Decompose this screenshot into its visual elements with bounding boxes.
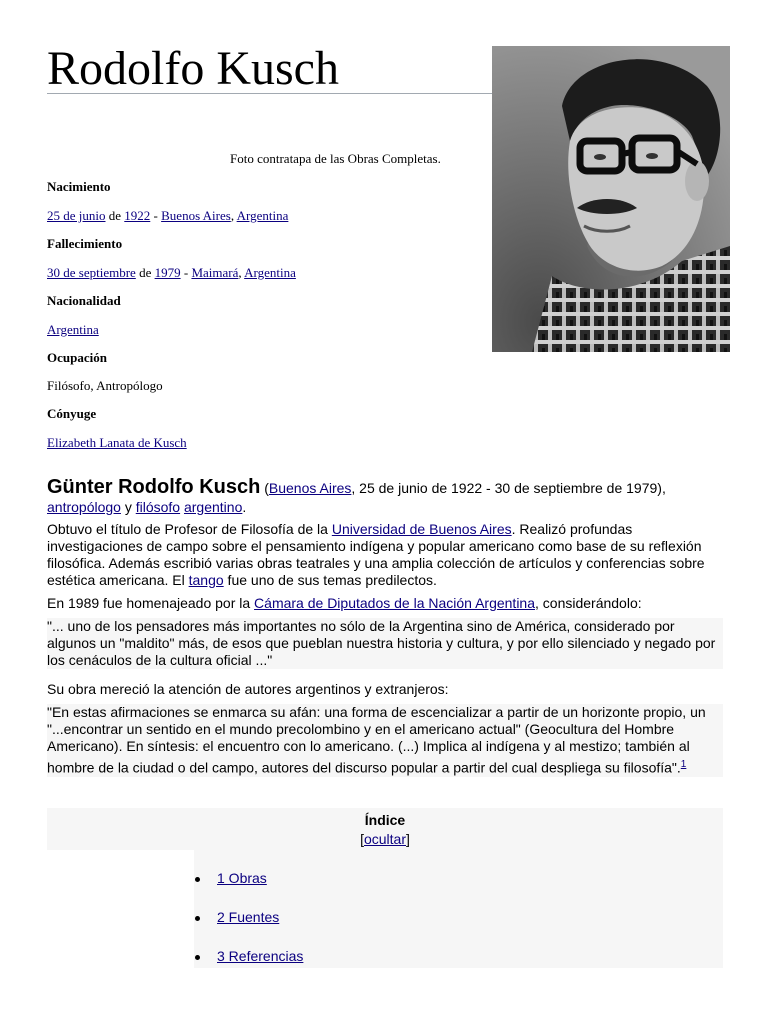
link-fallecimiento-country[interactable]: Argentina [244,265,296,280]
infobox-label-fallecimiento: Fallecimiento [47,236,123,251]
text: ] [406,831,410,847]
infobox-value-fallecimiento [47,265,296,281]
text: , considerándolo: [535,595,642,611]
link-tango[interactable]: tango [188,572,224,588]
bullet-icon [195,877,200,882]
text-sep: - [150,208,162,223]
toc-toggle [47,831,723,848]
link-nacimiento-year[interactable]: 1922 [124,208,151,223]
text: fue uno de sus temas predilectos. [223,572,437,588]
toc-title: Índice [364,812,406,828]
link-nacimiento-day[interactable]: 25 de junio [47,208,106,223]
text-de: de [105,208,125,223]
link-nacionalidad[interactable]: Argentina [47,322,99,337]
portrait-photo [492,46,730,352]
photo-caption: Foto contratapa de las Obras Completas. [230,151,441,166]
text-de: de [135,265,155,280]
ref-link-1[interactable]: 1 [680,759,687,770]
text: En 1989 fue homenajeado por la [47,595,255,611]
toc-item-obras[interactable]: 1 Obras [217,870,267,886]
page-title: Rodolfo Kusch [47,42,339,95]
lead-paragraph [47,478,723,517]
bullet-icon [195,916,200,921]
link-conyuge[interactable]: Elizabeth Lanata de Kusch [47,435,187,450]
text: ( [260,480,269,496]
paragraph-homage [47,595,723,612]
link-fallecimiento-city[interactable]: Maimará [191,265,239,280]
link-uba[interactable]: Universidad de Buenos Aires [331,521,512,537]
text: y [120,499,136,515]
link-camara-diputados[interactable]: Cámara de Diputados de la Nación Argentina [254,595,535,611]
title-divider [47,93,492,94]
infobox-label-nacionalidad: Nacionalidad [47,293,121,308]
infobox-value-conyuge [47,435,187,451]
text: [ [360,831,364,847]
bullet-icon [195,955,200,960]
infobox-label-ocupacion: Ocupación [47,350,107,365]
link-fallecimiento-year[interactable]: 1979 [154,265,181,280]
text: . Realizó profundas investigaciones de campo sobre el pensamiento indígena y popular americano como base de su reflexión filosófica. Además escribió varias obras teatrales y una amplia colección de artículos y conferencias sobre estética americana. El [47,521,705,588]
infobox-value-nacimiento [47,208,288,224]
paragraph-attention: Su obra mereció la atención de autores argentinos y extranjeros: [47,681,449,697]
quote-geocultura [47,704,723,777]
link-lead-city[interactable]: Buenos Aires [268,480,352,496]
toc-hide-link[interactable]: ocultar [363,831,407,847]
quote-homage: "... uno de los pensadores más importantes no sólo de la Argentina sino de América, considerado por algunos un "maldito" más, de esos que pueblan nuestra historia y cultura, y por ello silenciado y negado por los cenáculos de la cultura oficial ..." [47,618,723,669]
infobox-label-nacimiento: Nacimiento [47,179,111,194]
link-filosofo[interactable]: filósofo [135,499,181,515]
infobox-value-ocupacion: Filósofo, Antropólogo [47,378,163,393]
infobox-label-conyuge: Cónyuge [47,406,97,421]
link-nacimiento-country[interactable]: Argentina [236,208,289,223]
paragraph-education [47,521,723,589]
text: . [242,499,247,515]
link-argentino[interactable]: argentino [183,499,243,515]
text-lead-dates: , 25 de junio de 1922 - 30 de septiembre de 1979), [351,480,666,496]
infobox-value-nacionalidad [47,322,99,338]
text-comma: , [238,265,245,280]
text: Obtuvo el título de Profesor de Filosofía de la [47,521,332,537]
table-of-contents [47,808,723,968]
toc-item-fuentes[interactable]: 2 Fuentes [217,909,280,925]
link-antropologo[interactable]: antropólogo [47,499,121,515]
text-comma: , [230,208,237,223]
toc-item-referencias[interactable]: 3 Referencias [217,948,304,964]
link-fallecimiento-day[interactable]: 30 de septiembre [47,265,136,280]
text: "En estas afirmaciones se enmarca su afán: una forma de escencializar a partir de un horizonte propio, un "...encontrar un sentido en el mundo precolombino y en el americano actual" (Geocultura del Hombre Americano). En síntesis: el encuentro con lo americano. (...) Implica al indígena y al mestizo; también al hombre de la ciudad o del campo, autores del discurso popular a partir del cual despliega su filosofía". [47,704,706,776]
lead-name: Günter Rodolfo Kusch [47,476,261,498]
link-nacimiento-city[interactable]: Buenos Aires [161,208,231,223]
article-body [47,478,723,777]
text-sep: - [180,265,192,280]
